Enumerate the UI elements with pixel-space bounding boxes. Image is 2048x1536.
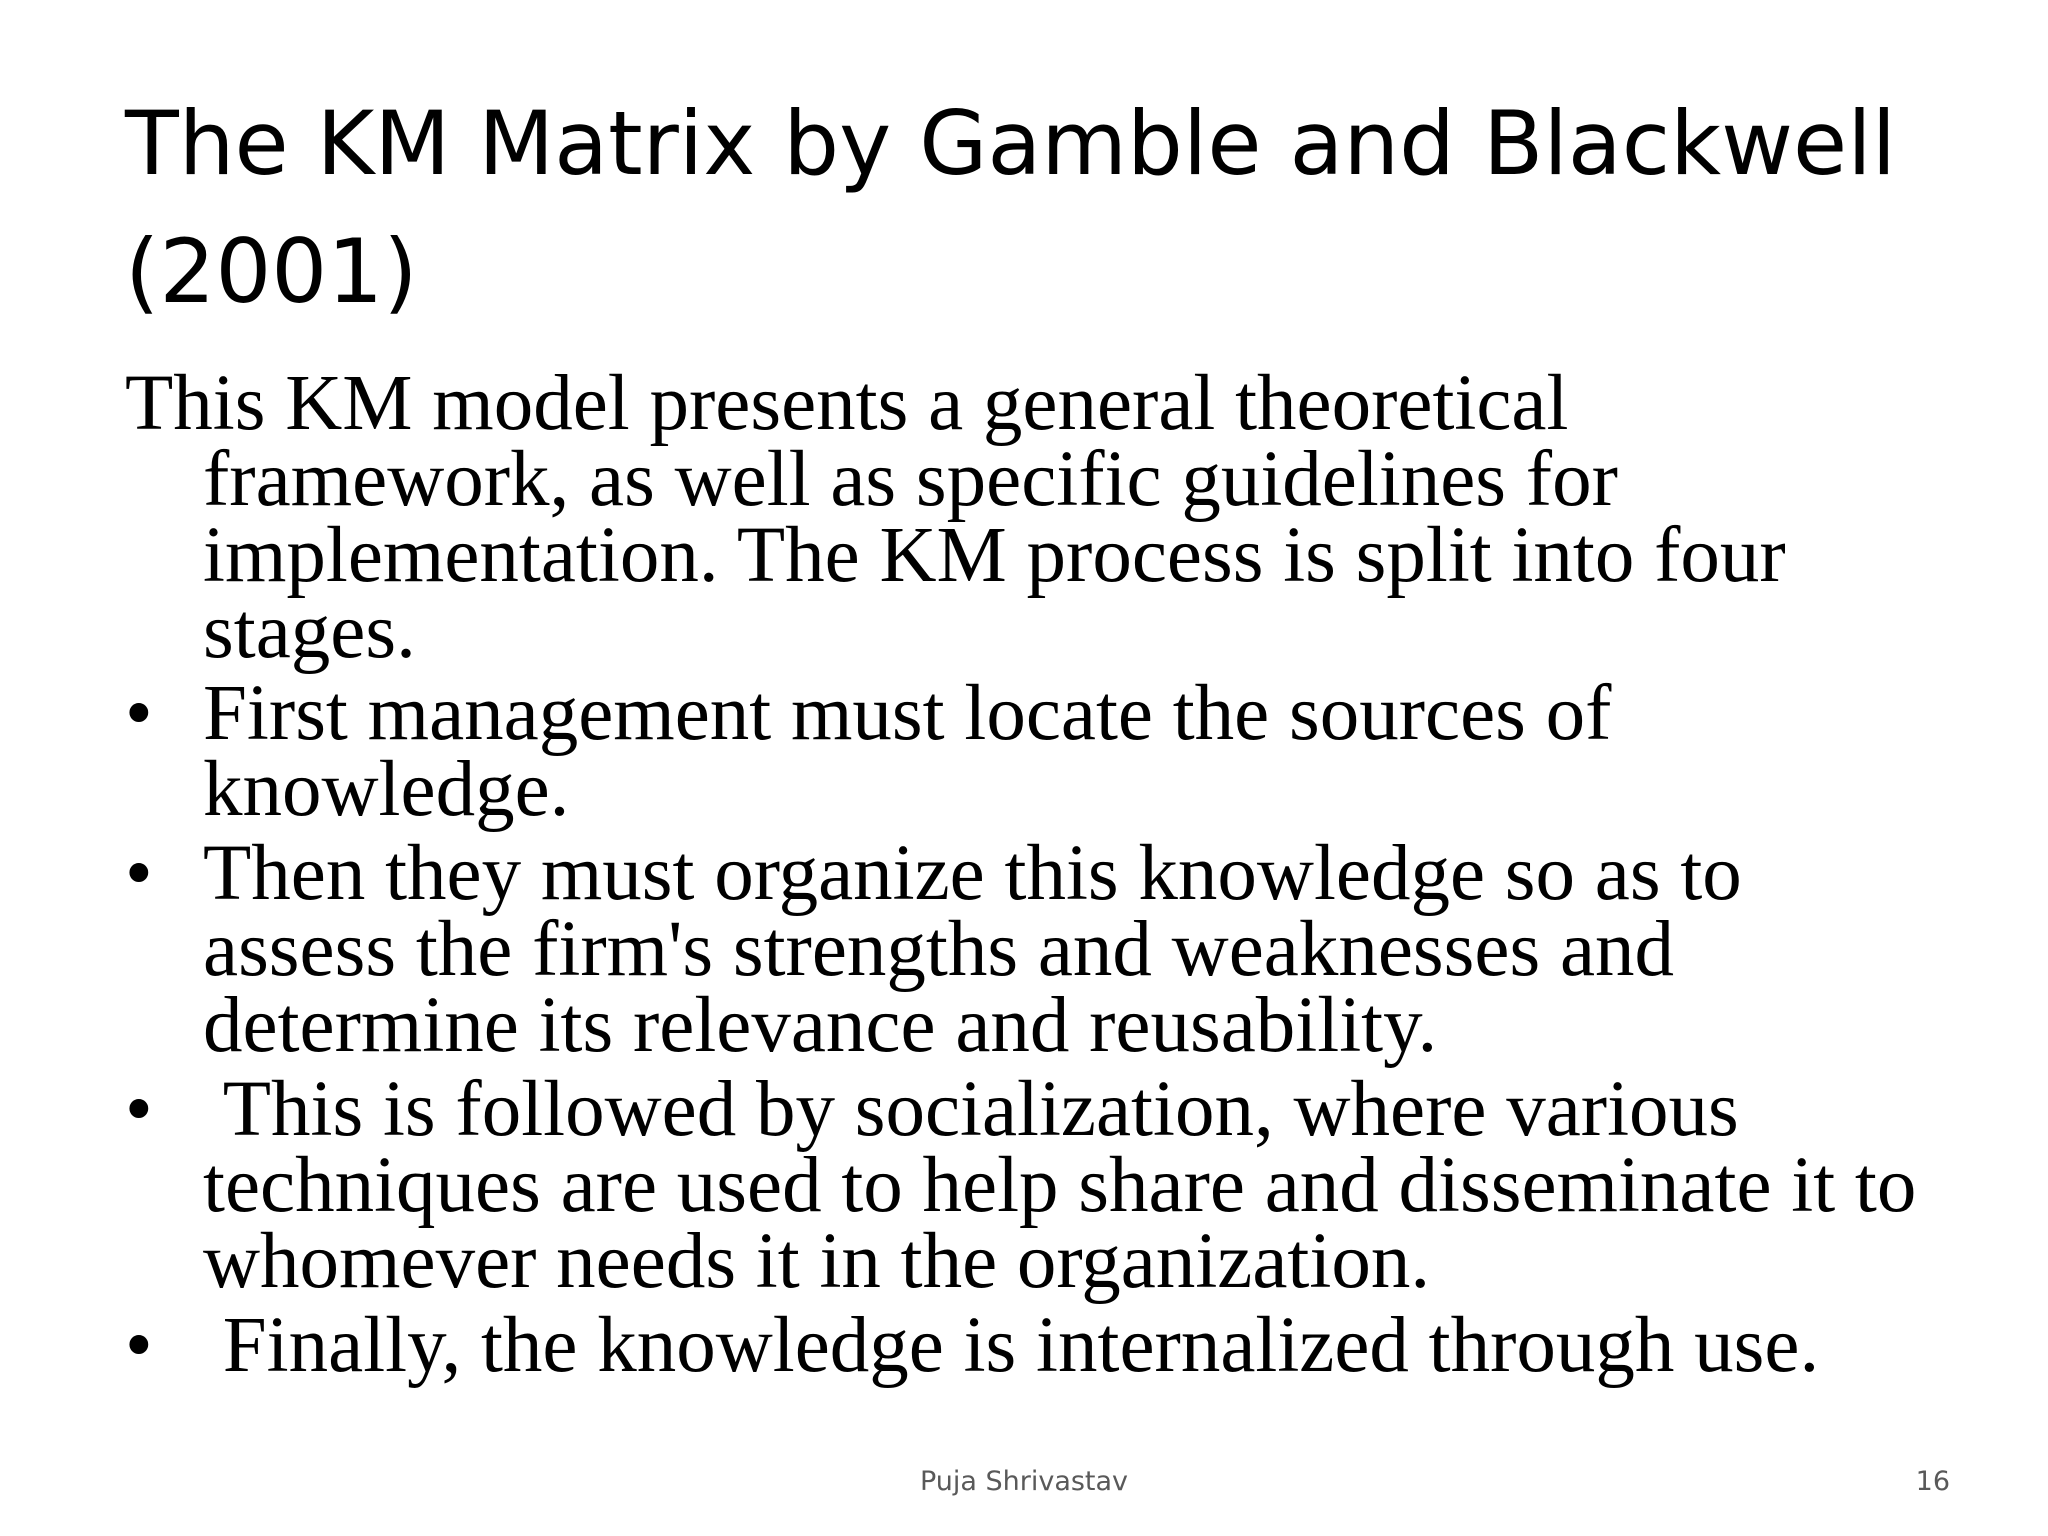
list-item [125, 830, 1945, 1069]
list-item [125, 1066, 1945, 1305]
bullet-icon: • [125, 1066, 153, 1153]
intro-paragraph: This KM model presents a general theoretical framework, as well as specific guidelines for implementation. The KM process is split into four stages. [125, 360, 1786, 675]
slide-body [125, 360, 1945, 1392]
bullet-text: This is followed by socialization, where various techniques are used to help share and disseminate it to whomever needs it in the organization. [203, 1066, 1937, 1305]
bullet-icon: • [125, 1302, 153, 1389]
bullet-icon: • [125, 670, 153, 757]
bullet-icon: • [125, 830, 153, 917]
slide-title: The KM Matrix by Gamble and Blackwell (2001) [125, 92, 1897, 323]
list-item [125, 670, 1945, 833]
slide-number: 16 [1915, 1466, 1950, 1497]
bullet-text: Then they must organize this knowledge so as to assess the firm's strengths and weaknesses and determine its relevance and reusability. [203, 830, 1742, 1069]
footer-author: Puja Shrivastav [919, 1466, 1129, 1497]
bullet-list [125, 670, 1945, 1389]
bullet-text: Finally, the knowledge is internalized through use. [203, 1302, 1820, 1389]
bullet-text: First management must locate the sources of knowledge. [203, 670, 1612, 833]
list-item [125, 1302, 1945, 1389]
